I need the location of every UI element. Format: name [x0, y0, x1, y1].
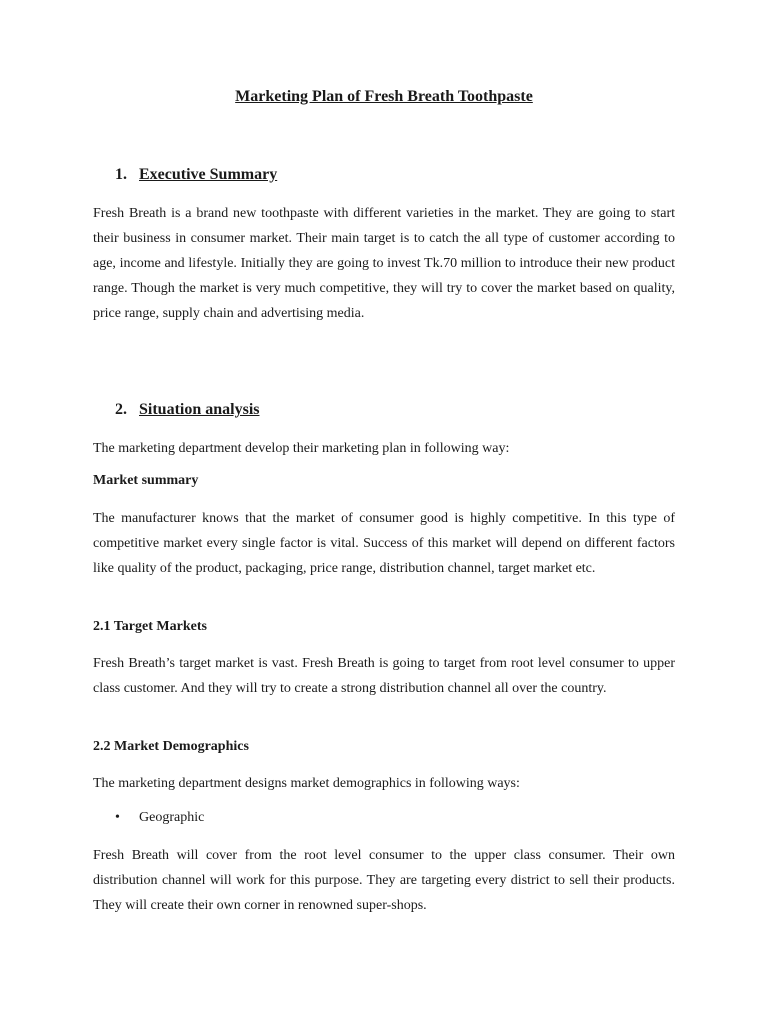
bullet-icon: • [115, 810, 120, 825]
market-summary-heading: Market summary [93, 473, 199, 488]
bullet-item-geographic [115, 810, 204, 826]
section-title: Situation analysis [139, 401, 260, 418]
situation-intro-paragraph: The marketing department develop their marketing plan in following way: [93, 441, 510, 456]
section-number: 1. [115, 166, 127, 183]
target-markets-paragraph: Fresh Breath’s target market is vast. Fresh Breath is going to target from root level consumer to upper class customer. And they will try to create a strong distribution channel all over the country. [93, 656, 675, 696]
executive-summary-paragraph: Fresh Breath is a brand new toothpaste with different varieties in the market. They are going to start their business in consumer market. Their main target is to catch the all type of customer according to age, income and lifestyle. Initially they are going to invest Tk.70 million to introduce their new product range. Though the market is very much competitive, they will try to cover the market based on quality, price range, supply chain and advertising media. [93, 206, 675, 321]
document-title: Marketing Plan of Fresh Breath Toothpaste [235, 88, 533, 105]
bullet-label: Geographic [139, 810, 205, 825]
target-markets-heading: 2.1 Target Markets [93, 619, 207, 634]
section-title: Executive Summary [139, 166, 278, 183]
market-summary-paragraph: The manufacturer knows that the market of consumer good is highly competitive. In this type of competitive market every single factor is vital. Success of this market will depend on different factors like quality of the product, packaging, price range, distribution channel, target market etc. [93, 511, 675, 576]
market-demographics-heading: 2.2 Market Demographics [93, 739, 249, 754]
section-heading-executive-summary [115, 166, 277, 184]
section-heading-situation-analysis [115, 401, 259, 419]
geographic-paragraph: Fresh Breath will cover from the root level consumer to the upper class consumer. Their own distribution channel will work for this purpose. They are targeting every district to sell their products. They will create their own corner in renowned super-shops. [93, 848, 675, 913]
demographics-intro-paragraph: The marketing department designs market demographics in following ways: [93, 776, 520, 791]
section-number: 2. [115, 401, 127, 418]
